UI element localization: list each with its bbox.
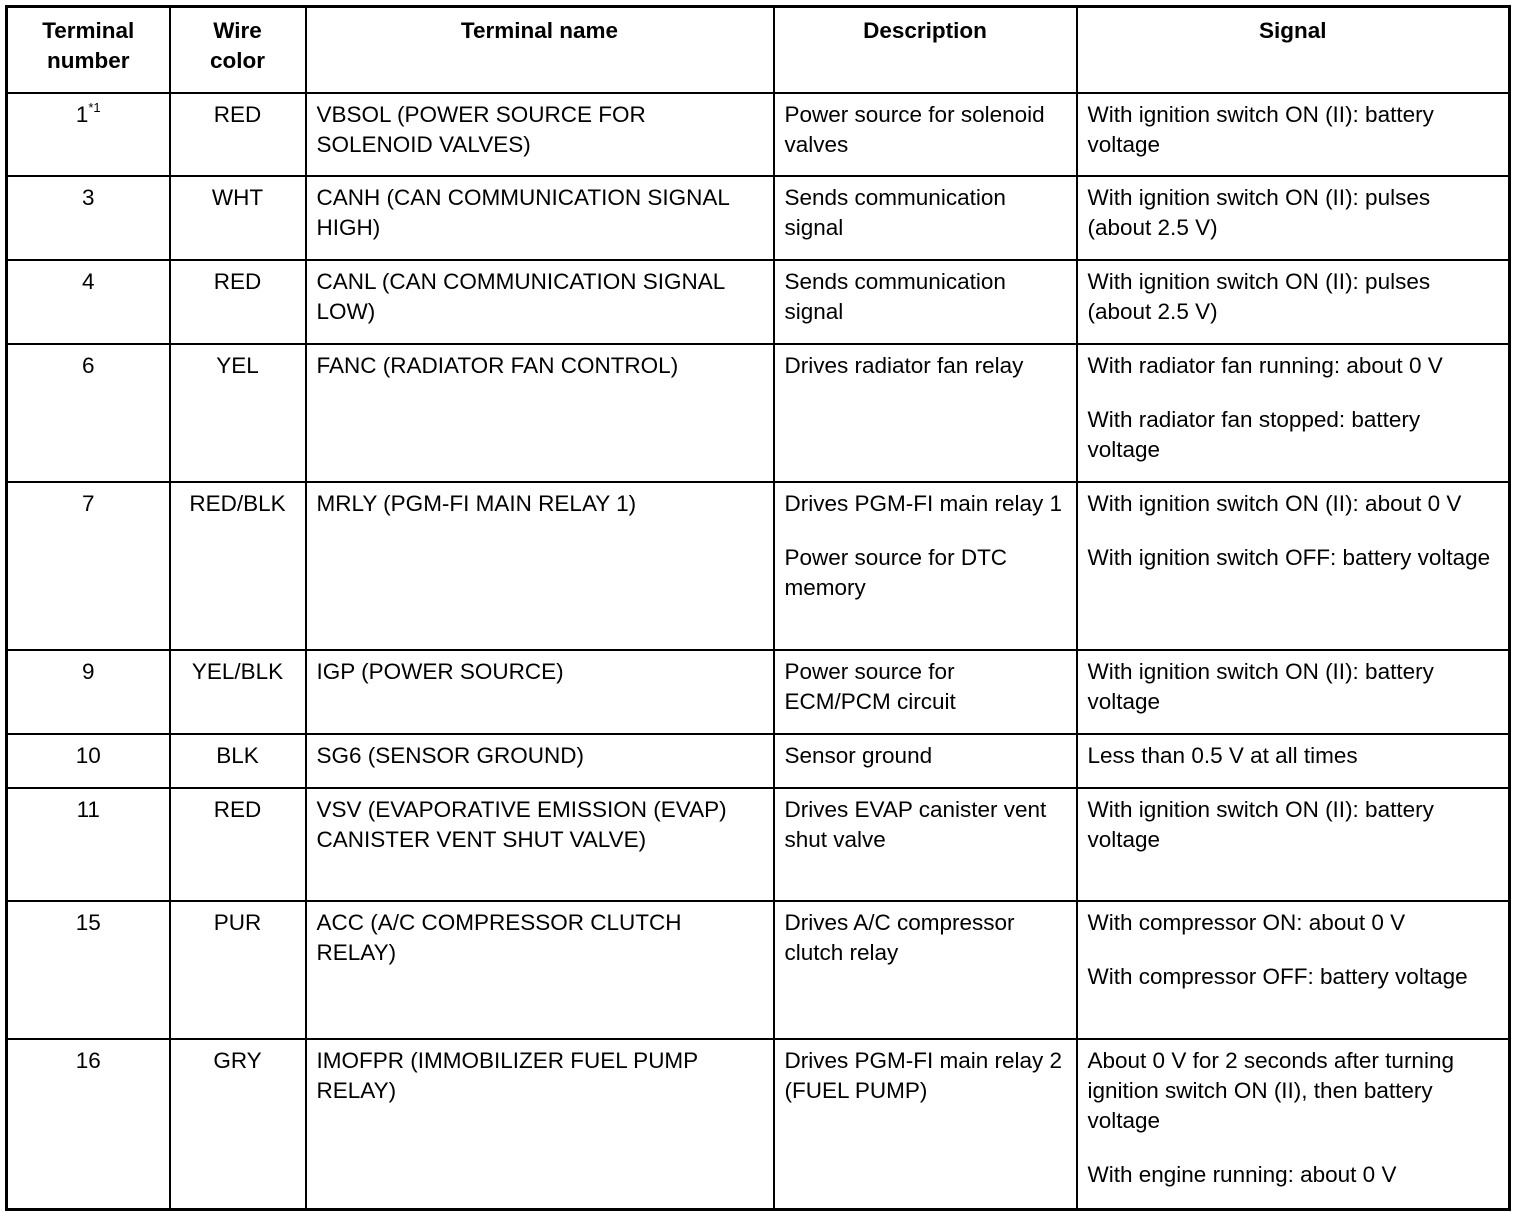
terminal-table [5,5,1511,1211]
table-row [7,176,1510,260]
signal-text: With ignition switch ON (II): battery voltage [1087,659,1434,714]
table-row [7,1039,1510,1209]
signal-cell [1077,93,1510,176]
description-text: Drives EVAP canister vent shut valve [784,797,1047,852]
terminal-number-cell [7,901,170,1039]
wire-color-cell: BLK [170,734,306,788]
description-cell [774,788,1077,901]
table-row [7,93,1510,176]
terminal-number: 6 [81,353,95,378]
description-cell [774,1039,1077,1209]
description-text: Power source for solenoid valves [784,102,1045,157]
terminal-number: 4 [81,269,95,294]
terminal-name-cell: MRLY (PGM-FI MAIN RELAY 1) [306,482,774,650]
signal-text: About 0 V for 2 seconds after turning ignition switch ON (II), then battery voltage [1087,1048,1454,1133]
terminal-name-cell: ACC (A/C COMPRESSOR CLUTCH RELAY) [306,901,774,1039]
terminal-name-cell: VBSOL (POWER SOURCE FOR SOLENOID VALVES) [306,93,774,176]
signal-text: With ignition switch ON (II): pulses (about 2.5 V) [1087,185,1431,240]
description-text: Power source for ECM/PCM circuit [784,659,956,714]
header-wire-color: Wire color [170,7,306,94]
description-text: Sends communication signal [784,269,1006,324]
terminal-number-cell [7,650,170,734]
terminal-name-cell: SG6 (SENSOR GROUND) [306,734,774,788]
signal-cell [1077,901,1510,1039]
description-cell [774,344,1077,482]
table-row [7,482,1510,650]
description-text: Drives PGM-FI main relay 2 (FUEL PUMP) [784,1048,1063,1103]
terminal-number-cell [7,1039,170,1209]
table-row [7,260,1510,344]
terminal-number: 11 [76,797,100,822]
terminal-number-cell [7,344,170,482]
wire-color-cell: YEL/BLK [170,650,306,734]
description-text: Drives PGM-FI main relay 1 [784,491,1063,516]
description-cell [774,901,1077,1039]
signal-text: With ignition switch ON (II): battery voltage [1087,797,1434,852]
terminal-name-cell: CANH (CAN COMMUNICATION SIGNAL HIGH) [306,176,774,260]
terminal-number: 15 [75,910,101,935]
table-body [7,93,1510,1209]
footnote-marker: *1 [88,100,101,115]
wire-color-cell: GRY [170,1039,306,1209]
terminal-number-cell [7,176,170,260]
table-row [7,650,1510,734]
terminal-number-cell [7,482,170,650]
signal-text: With radiator fan stopped: battery voltage [1087,407,1421,462]
header-terminal-number: Terminal number [7,7,170,94]
terminal-number: 3 [81,185,95,210]
table-row [7,901,1510,1039]
terminal-number: 1 [75,102,89,127]
header-description: Description [774,7,1077,94]
description-text: Drives A/C compressor clutch relay [784,910,1015,965]
terminal-number-cell [7,93,170,176]
signal-text: With ignition switch ON (II): about 0 V [1087,491,1462,516]
description-cell [774,176,1077,260]
wire-color-cell: RED/BLK [170,482,306,650]
header-signal: Signal [1077,7,1510,94]
signal-text: With ignition switch ON (II): pulses (about 2.5 V) [1087,269,1431,324]
header-row [7,7,1510,94]
signal-cell [1077,788,1510,901]
wire-color-cell: PUR [170,901,306,1039]
signal-cell [1077,482,1510,650]
header-terminal-name: Terminal name [306,7,774,94]
signal-cell [1077,650,1510,734]
signal-text: With radiator fan running: about 0 V [1087,353,1443,378]
description-text: Power source for DTC memory [784,545,1008,600]
table-row [7,344,1510,482]
description-cell [774,260,1077,344]
signal-cell [1077,260,1510,344]
terminal-number: 7 [81,491,95,516]
signal-cell [1077,1039,1510,1209]
wire-color-cell: RED [170,93,306,176]
terminal-number-cell [7,788,170,901]
terminal-name-cell: IMOFPR (IMMOBILIZER FUEL PUMP RELAY) [306,1039,774,1209]
signal-text: With compressor OFF: battery voltage [1087,964,1468,989]
terminal-name-cell: CANL (CAN COMMUNICATION SIGNAL LOW) [306,260,774,344]
signal-cell [1077,344,1510,482]
signal-text: With ignition switch OFF: battery voltage [1087,545,1491,570]
signal-text: With ignition switch ON (II): battery voltage [1087,102,1434,157]
signal-cell [1077,734,1510,788]
table-row [7,788,1510,901]
terminal-number-cell [7,260,170,344]
description-text: Sensor ground [784,743,933,768]
table-row [7,734,1510,788]
signal-text: With compressor ON: about 0 V [1087,910,1406,935]
signal-text: With engine running: about 0 V [1087,1162,1397,1187]
terminal-number: 10 [75,743,101,768]
terminal-number: 9 [81,659,95,684]
signal-cell [1077,176,1510,260]
description-cell [774,93,1077,176]
terminal-name-cell: FANC (RADIATOR FAN CONTROL) [306,344,774,482]
signal-text: Less than 0.5 V at all times [1087,743,1358,768]
wire-color-cell: RED [170,260,306,344]
description-cell [774,734,1077,788]
terminal-name-cell: VSV (EVAPORATIVE EMISSION (EVAP) CANISTER VENT SHUT VALVE) [306,788,774,901]
wire-color-cell: WHT [170,176,306,260]
terminal-number: 16 [75,1048,101,1073]
description-text: Sends communication signal [784,185,1006,240]
wire-color-cell: RED [170,788,306,901]
description-text: Drives radiator fan relay [784,353,1024,378]
description-cell [774,650,1077,734]
wire-color-cell: YEL [170,344,306,482]
terminal-name-cell: IGP (POWER SOURCE) [306,650,774,734]
description-cell [774,482,1077,650]
terminal-number-cell [7,734,170,788]
